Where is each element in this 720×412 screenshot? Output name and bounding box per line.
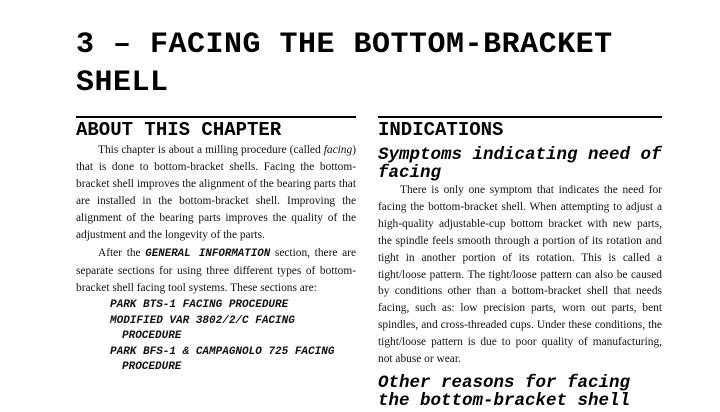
indications-column xyxy=(378,116,662,410)
procedure-item: MODIFIED VAR 3802/2/C FACING PROCEDURE xyxy=(110,314,295,343)
about-p2-text-b: section, there are separate sections for using three different types of bottom-bracket shell facing tool systems. These sections are: xyxy=(76,247,356,295)
about-paragraph-2 xyxy=(76,245,356,297)
about-column xyxy=(76,116,356,376)
procedure-list xyxy=(76,298,356,376)
symptoms-heading: Symptoms indicating need of facing xyxy=(378,145,662,183)
symptoms-paragraph: There is only one symptom that indicates the need for facing the bottom-bracket shell. When attempting to adjust a high-quality adjustable-cup bottom bracket with new parts, the spindle feels smooth through a portion of its rotation and tight in another portion of its rotation. This is called a tight/loose pattern. The tight/loose pattern can also be caused by conditions other than a bottom-bracket shell that needs facing, such as: low precision parts, worn out parts, bent spindles, and cross-threaded cups. Under these conditions, the tight/loose pattern is due to poor quality of manufacturing, not abuse or wear. xyxy=(378,184,662,366)
indications-heading: INDICATIONS xyxy=(378,116,662,140)
about-p1-term: facing xyxy=(323,144,353,156)
general-information-ref: GENERAL INFORMATION xyxy=(145,248,271,261)
about-heading: ABOUT THIS CHAPTER xyxy=(76,116,356,140)
about-p2-text-a: After the xyxy=(98,247,146,260)
about-p1-text-b: ) that is done to bottom-bracket shells. Facing the bottom-bracket shell improves the alignment of the bearing parts that are installed in the bottom-bracket shell. Improving the alignment of the bearing parts improves the quality of the adjustment and the longevity of the parts. xyxy=(76,144,356,241)
about-paragraph-1 xyxy=(76,142,356,243)
procedure-item: PARK BTS-1 FACING PROCEDURE xyxy=(110,299,289,312)
chapter-title: 3 – FACING THE BOTTOM-BRACKET SHELL xyxy=(76,28,613,100)
about-p1-text-a: This chapter is about a milling procedure (called xyxy=(98,144,324,156)
procedure-item: PARK BFS-1 & CAMPAGNOLO 725 FACING PROCEDURE xyxy=(110,345,335,374)
other-reasons-heading: Other reasons for facing the bottom-bracket shell xyxy=(378,372,631,411)
